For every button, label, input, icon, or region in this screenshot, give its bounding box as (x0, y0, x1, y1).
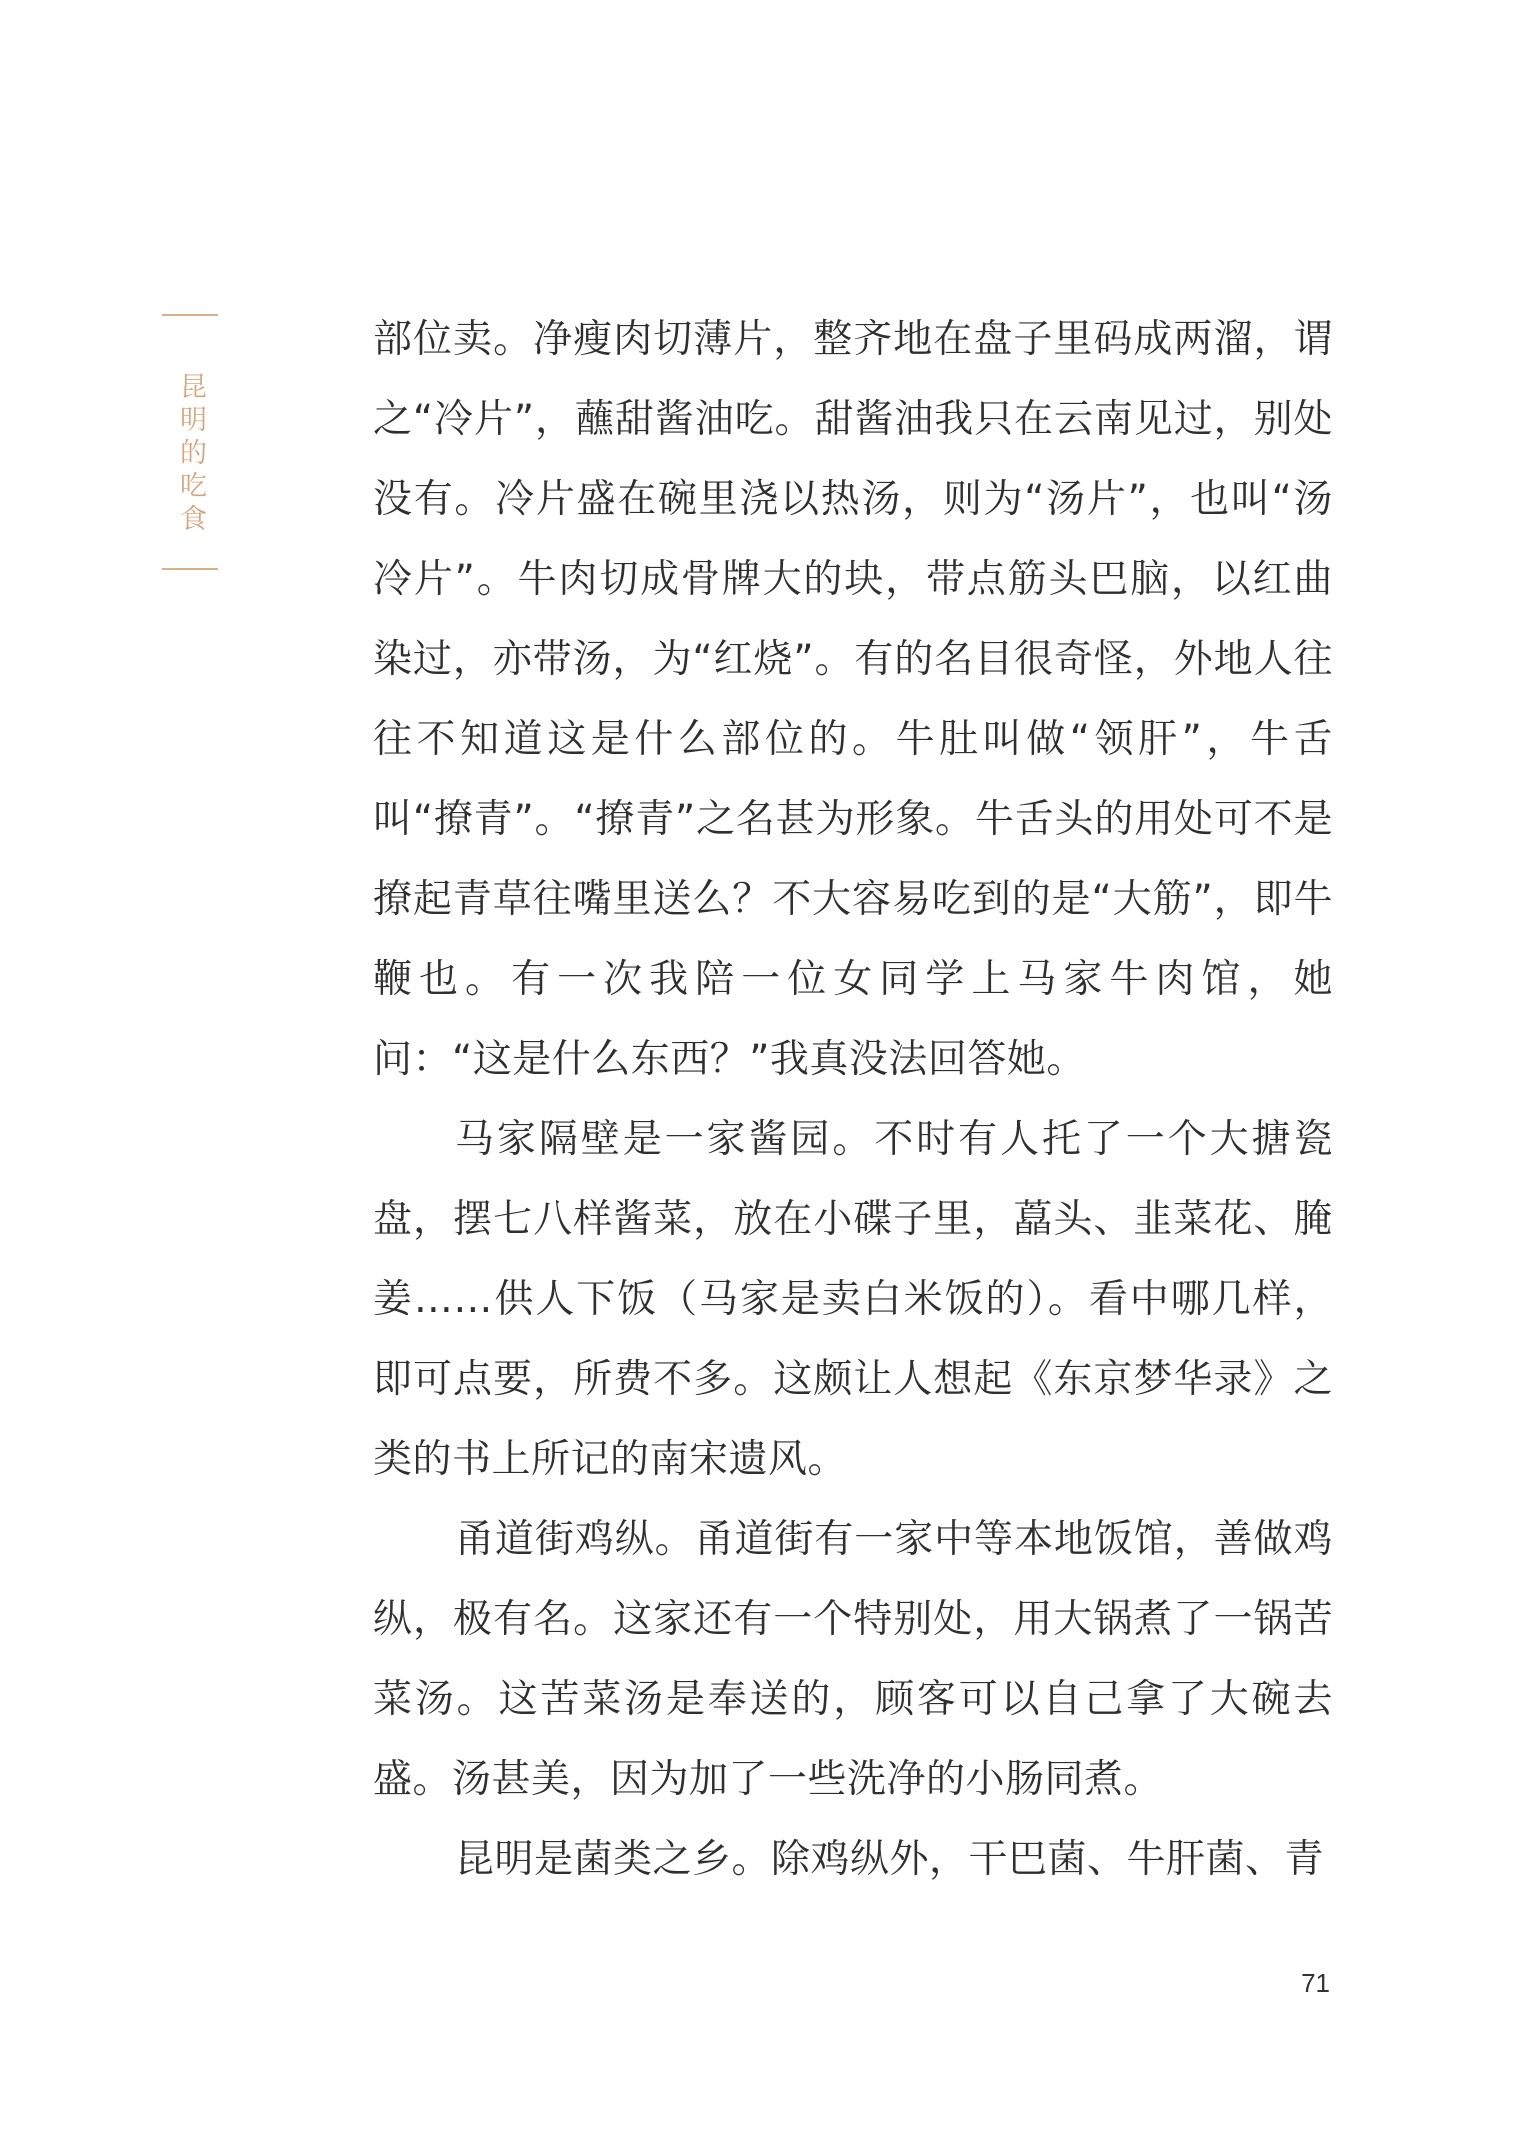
header-rule-bottom (162, 568, 218, 570)
text-body (373, 300, 1333, 1900)
paragraph-4: 昆明是菌类之乡。除鸡纵外，干巴菌、牛肝菌、青 (455, 1837, 1325, 1882)
header-rule-top (162, 314, 218, 316)
paragraph-2: 马家隔壁是一家酱园。不时有人托了一个大搪瓷盘，摆七八样酱菜，放在小碟子里，藠头、韭菜花、腌姜……供人下饭（马家是卖白米饭的）。看中哪几样，即可点要，所费不多。这颇让人想起《东京梦华录》之类的书上所记的南宋遗风。 (373, 1117, 1333, 1482)
paragraph-3: 甬道街鸡纵。甬道街有一家中等本地饭馆，善做鸡纵，极有名。这家还有一个特别处，用大锅煮了一锅苦菜汤。这苦菜汤是奉送的，顾客可以自己拿了大碗去盛。汤甚美，因为加了一些洗净的小肠同煮。 (373, 1517, 1333, 1802)
paragraph-1: 部位卖。净瘦肉切薄片，整齐地在盘子里码成两溜，谓之“冷片”，蘸甜酱油吃。甜酱油我只在云南见过，别处没有。冷片盛在碗里浇以热汤，则为“汤片”，也叫“汤冷片”。牛肉切成骨牌大的块，带点筋头巴脑，以红曲染过，亦带汤，为“红烧”。有的名目很奇怪，外地人往往不知道这是什么部位的。牛肚叫做“领肝”，牛舌叫“撩青”。“撩青”之名甚为形象。牛舌头的用处可不是撩起青草往嘴里送么？不大容易吃到的是“大筋”，即牛鞭也。有一次我陪一位女同学上马家牛肉馆，她问：“这是什么东西？”我真没法回答她。 (373, 317, 1333, 1082)
running-header-title: 昆明的吃食 (175, 372, 206, 537)
page-number: 71 (1301, 1968, 1330, 1998)
